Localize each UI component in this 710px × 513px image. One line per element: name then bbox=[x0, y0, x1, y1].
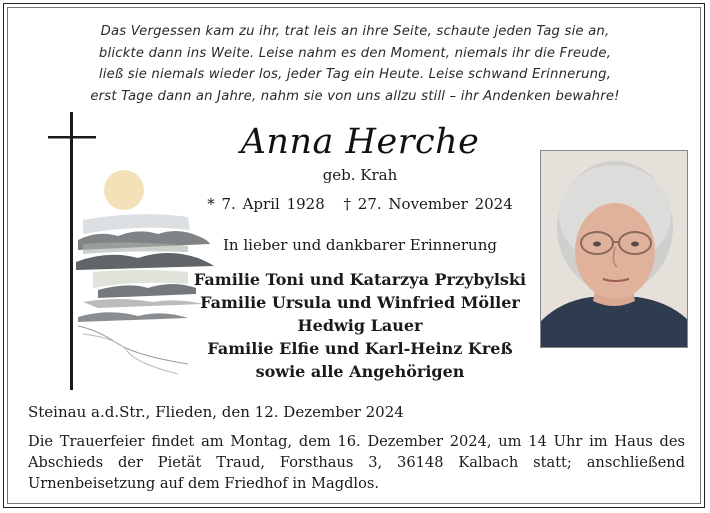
poem-line: blickte dann ins Weite. Leise nahm es den Moment, niemals ihr die Freude, bbox=[98, 45, 612, 61]
mourners-list bbox=[170, 268, 550, 383]
ceremony-notice: Die Trauerfeier findet am Montag, dem 16. Dezember 2024, um 14 Uhr im Haus des Abschieds der Pietät Traud, Forsthaus 3, 36148 Kalbach statt; anschließend Urnenbeisetzung auf dem Friedhof in Magdlos. bbox=[28, 433, 685, 492]
maiden-name: geb. Krah bbox=[322, 166, 398, 184]
portrait-photo bbox=[540, 150, 688, 348]
sun-icon bbox=[104, 170, 144, 210]
mourner: Familie Elfie und Karl-Heinz Kreß bbox=[207, 339, 513, 358]
poem-line: Das Vergessen kam zu ihr, trat leis an ihre Seite, schaute jeden Tag sie an, bbox=[100, 24, 610, 39]
place-and-date: Steinau a.d.Str., Flieden, den 12. Dezember 2024 bbox=[28, 403, 404, 421]
remembrance-line: In lieber und dankbarer Erinnerung bbox=[223, 236, 497, 254]
death-date: † 27. November 2024 bbox=[343, 195, 513, 213]
poem-line: ließ sie niemals wieder los, jeder Tag ein Heute. Leise schwand Erinnerung, bbox=[98, 67, 612, 82]
mourner: Hedwig Lauer bbox=[297, 316, 423, 335]
mourner: Familie Ursula und Winfried Möller bbox=[200, 293, 520, 312]
poem-line: erst Tage dann an Jahre, nahm sie von uns allzu still – ihr Andenken bewahre! bbox=[90, 88, 620, 104]
mourner: sowie alle Angehörigen bbox=[255, 362, 465, 381]
birth-date: * 7. April 1928 bbox=[207, 195, 325, 213]
deceased-name: Anna Herche bbox=[240, 122, 480, 162]
life-dates bbox=[180, 195, 540, 213]
mourner: Familie Toni und Katarzya Przybylski bbox=[193, 270, 527, 289]
poem bbox=[20, 21, 690, 107]
